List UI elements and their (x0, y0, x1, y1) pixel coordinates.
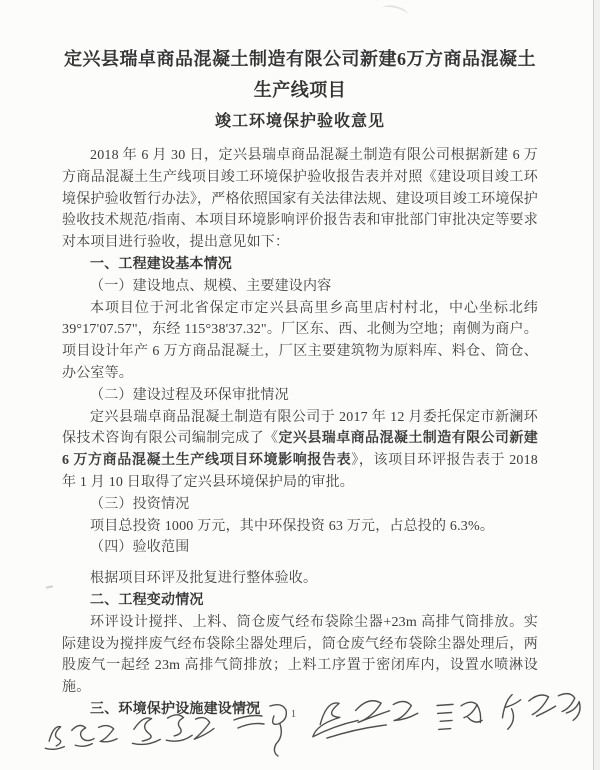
paragraph: 定兴县瑞卓商品混凝土制造有限公司于 2017 年 12 月委托保定市新澜环保技术咨询有限公司编制完成了《定兴县瑞卓商品混凝土制造有限公司新建 6 万方商品混凝土生产线项目环境影响报告表》，该项目环评报告表于 2018 年 1 月 10 日取得了定兴县环境保护局的审批。 (62, 409, 539, 490)
paragraph: 2018 年 6 月 30 日，定兴县瑞卓商品混凝土制造有限公司根据新建 6 万方商品混凝土生产线项目竣工环境保护验收报告表并对照《建设项目竣工环境保护验收暂行办法》，严格依照国家有关法律法规、建设项目竣工环境保护验收技术规范/指南、本项目环境影响评价报告表和审批部门审批决定等要求对本项目进行验收，提出意见如下： (62, 148, 538, 251)
subsection-heading: （一）建设地点、规模、主要建设内容 (90, 278, 332, 294)
subsection-heading: （三）投资情况 (90, 496, 190, 512)
document-subtitle: 竣工环境保护验收意见 (214, 113, 385, 130)
paragraph: 根据项目环评及批复进行整体验收。 (90, 571, 318, 587)
document-content (62, 44, 538, 721)
paragraph: 环评设计搅拌、上料、筒仓废气经布袋除尘器+23m 高排气筒排放。实际建设为搅拌废气经布袋除尘器处理后，筒仓废气经布袋除尘器处理后，两股废气一起经 23m 高排气筒排放；上料工序置于密闭库内，设置水喷淋设施。 (62, 614, 538, 696)
scan-speck-artifact (46, 585, 53, 588)
paragraph: 本项目位于河北省保定市定兴县高里乡高里店村村北，中心坐标北纬 39°17'07.57"，东经 115°38'37.32"。厂区东、西、北侧为空地；南侧为商户。项目设计年产 6 万方商品混凝土，厂区主要建筑物为原料库、料仓、筒仓、办公室等。 (62, 300, 538, 381)
signature-handwriting-3 (226, 696, 304, 763)
section-heading: 一、工程建设基本情况 (90, 256, 232, 272)
subsection-heading: （二）建设过程及环保审批情况 (90, 387, 289, 403)
signature-handwriting-6 (489, 679, 586, 743)
scan-smudge-artifact (381, 3, 409, 20)
signature-handwriting-2 (125, 704, 217, 758)
section-heading: 三、环境保护设施建设情况 (90, 701, 261, 717)
section-heading: 二、工程变动情况 (90, 592, 204, 608)
document-title-line2: 生产线项目 (253, 80, 347, 100)
signature-handwriting-5 (428, 692, 489, 745)
subsection-heading: （四）验收范围 (90, 540, 190, 556)
signature-handwriting-4 (304, 685, 427, 754)
signature-handwriting-1 (41, 713, 123, 763)
scan-page-edge (593, 0, 600, 770)
document-body (62, 145, 538, 721)
document-title-line1: 定兴县瑞卓商品混凝土制造有限公司新建6万方商品混凝土 (64, 49, 536, 69)
paragraph: 项目总投资 1000 万元，其中环保投资 63 万元，占总投的 6.3%。 (90, 518, 495, 534)
page-number: 1 (291, 709, 296, 720)
